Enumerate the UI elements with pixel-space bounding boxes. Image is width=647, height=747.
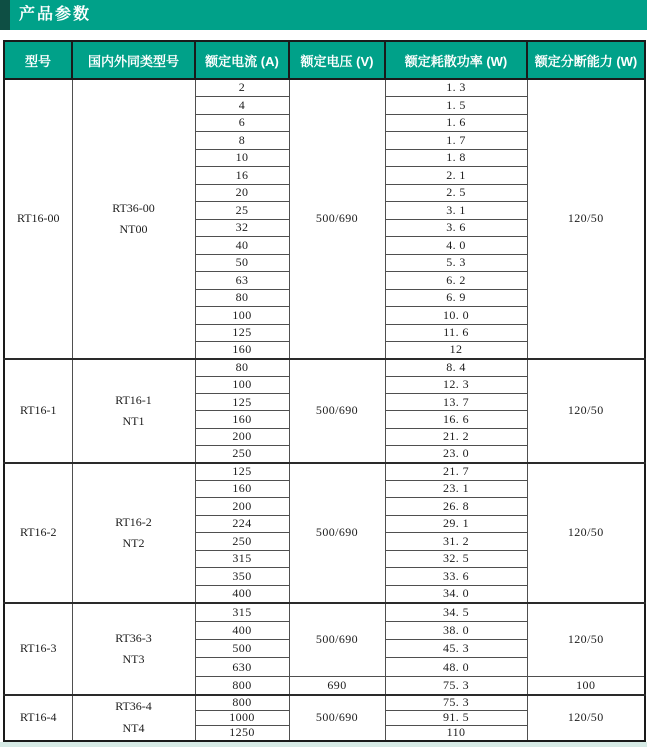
cell-power-dissipation: 8. 4 <box>385 359 527 376</box>
cell-equivalent <box>72 463 195 603</box>
equivalent-line: RT16-1 <box>115 392 152 407</box>
cell-rated-voltage: 500/690 <box>289 463 385 603</box>
cell-power-dissipation: 23. 0 <box>385 445 527 462</box>
cell-rated-voltage: 690 <box>289 676 385 694</box>
cell-breaking-capacity: 120/50 <box>527 463 645 603</box>
cell-rated-current: 1000 <box>195 710 289 725</box>
table-row <box>4 603 645 621</box>
cell-rated-current: 200 <box>195 428 289 445</box>
cell-rated-current: 16 <box>195 167 289 185</box>
cell-model: RT16-2 <box>4 463 72 603</box>
cell-power-dissipation: 33. 6 <box>385 568 527 586</box>
column-header: 国内外同类型号 <box>72 41 195 79</box>
cell-rated-current: 8 <box>195 132 289 150</box>
equivalent-line: NT2 <box>122 535 145 550</box>
column-header: 额定分断能力 (W) <box>527 41 645 79</box>
cell-rated-current: 500 <box>195 640 289 658</box>
cell-rated-current: 4 <box>195 97 289 115</box>
cell-power-dissipation: 2. 5 <box>385 184 527 202</box>
cell-power-dissipation: 6. 9 <box>385 289 527 307</box>
cell-rated-current: 32 <box>195 219 289 237</box>
cell-rated-current: 160 <box>195 411 289 428</box>
cell-rated-current: 100 <box>195 376 289 393</box>
cell-power-dissipation: 12. 3 <box>385 376 527 393</box>
cell-power-dissipation: 75. 3 <box>385 676 527 694</box>
column-header: 额定电压 (V) <box>289 41 385 79</box>
cell-power-dissipation: 1. 5 <box>385 97 527 115</box>
cell-rated-current: 200 <box>195 498 289 516</box>
cell-rated-current: 800 <box>195 695 289 710</box>
bottom-strip <box>0 742 647 747</box>
cell-model: RT16-1 <box>4 359 72 463</box>
cell-power-dissipation: 48. 0 <box>385 658 527 676</box>
cell-rated-current: 125 <box>195 463 289 481</box>
cell-rated-current: 350 <box>195 568 289 586</box>
cell-equivalent <box>72 603 195 695</box>
cell-power-dissipation: 34. 5 <box>385 603 527 621</box>
cell-power-dissipation: 34. 0 <box>385 585 527 603</box>
column-header: 额定电流 (A) <box>195 41 289 79</box>
equivalent-line: RT36-4 <box>115 699 152 714</box>
cell-rated-current: 250 <box>195 533 289 551</box>
cell-power-dissipation: 11. 6 <box>385 324 527 342</box>
equivalent-line: NT4 <box>122 720 145 735</box>
table-row <box>4 463 645 481</box>
cell-rated-current: 80 <box>195 359 289 376</box>
cell-rated-voltage: 500/690 <box>289 359 385 463</box>
cell-power-dissipation: 3. 6 <box>385 219 527 237</box>
cell-rated-current: 50 <box>195 254 289 272</box>
cell-rated-voltage: 500/690 <box>289 79 385 359</box>
cell-power-dissipation: 75. 3 <box>385 695 527 710</box>
cell-rated-current: 400 <box>195 621 289 639</box>
cell-model: RT16-3 <box>4 603 72 695</box>
cell-rated-current: 160 <box>195 480 289 498</box>
cell-rated-voltage: 500/690 <box>289 695 385 741</box>
cell-power-dissipation: 3. 1 <box>385 202 527 220</box>
cell-power-dissipation: 21. 2 <box>385 428 527 445</box>
cell-power-dissipation: 38. 0 <box>385 621 527 639</box>
cell-rated-current: 224 <box>195 515 289 533</box>
cell-power-dissipation: 1. 6 <box>385 114 527 132</box>
cell-equivalent <box>72 79 195 359</box>
cell-rated-current: 1250 <box>195 725 289 740</box>
cell-rated-current: 400 <box>195 585 289 603</box>
cell-breaking-capacity: 120/50 <box>527 359 645 463</box>
cell-power-dissipation: 26. 8 <box>385 498 527 516</box>
table-row <box>4 79 645 97</box>
cell-power-dissipation: 12 <box>385 342 527 360</box>
cell-power-dissipation: 29. 1 <box>385 515 527 533</box>
header-row <box>4 41 645 79</box>
cell-rated-current: 10 <box>195 149 289 167</box>
cell-rated-current: 25 <box>195 202 289 220</box>
cell-power-dissipation: 13. 7 <box>385 394 527 411</box>
title-accent-block <box>0 0 10 30</box>
cell-breaking-capacity: 120/50 <box>527 603 645 677</box>
cell-rated-current: 125 <box>195 394 289 411</box>
cell-rated-current: 80 <box>195 289 289 307</box>
cell-rated-voltage: 500/690 <box>289 603 385 677</box>
spacer <box>0 30 647 40</box>
equivalent-line: NT00 <box>119 222 148 236</box>
cell-breaking-capacity: 100 <box>527 676 645 694</box>
cell-power-dissipation: 1. 3 <box>385 79 527 97</box>
cell-power-dissipation: 5. 3 <box>385 254 527 272</box>
equivalent-line: RT16-2 <box>115 514 152 529</box>
table-row <box>4 359 645 376</box>
cell-power-dissipation: 21. 7 <box>385 463 527 481</box>
cell-rated-current: 20 <box>195 184 289 202</box>
cell-rated-current: 100 <box>195 307 289 325</box>
cell-rated-current: 40 <box>195 237 289 255</box>
cell-power-dissipation: 31. 2 <box>385 533 527 551</box>
page-title: 产品参数 <box>19 6 92 23</box>
cell-power-dissipation: 23. 1 <box>385 480 527 498</box>
cell-rated-current: 315 <box>195 603 289 621</box>
cell-model: RT16-4 <box>4 695 72 741</box>
cell-rated-current: 63 <box>195 272 289 290</box>
equivalent-line: RT36-00 <box>112 200 155 215</box>
equivalent-line: NT3 <box>122 651 145 666</box>
cell-breaking-capacity: 120/50 <box>527 695 645 741</box>
cell-power-dissipation: 2. 1 <box>385 167 527 185</box>
cell-power-dissipation: 91. 5 <box>385 710 527 725</box>
cell-power-dissipation: 10. 0 <box>385 307 527 325</box>
cell-rated-current: 6 <box>195 114 289 132</box>
cell-rated-current: 125 <box>195 324 289 342</box>
cell-rated-current: 630 <box>195 658 289 676</box>
column-header: 额定耗散功率 (W) <box>385 41 527 79</box>
cell-rated-current: 315 <box>195 550 289 568</box>
cell-rated-current: 2 <box>195 79 289 97</box>
cell-power-dissipation: 16. 6 <box>385 411 527 428</box>
cell-rated-current: 800 <box>195 676 289 694</box>
cell-power-dissipation: 110 <box>385 725 527 740</box>
section-title-bar <box>0 0 647 30</box>
cell-equivalent <box>72 359 195 463</box>
cell-power-dissipation: 32. 5 <box>385 550 527 568</box>
cell-rated-current: 160 <box>195 342 289 360</box>
cell-rated-current: 250 <box>195 445 289 462</box>
cell-model: RT16-00 <box>4 79 72 359</box>
cell-power-dissipation: 45. 3 <box>385 640 527 658</box>
equivalent-line: NT1 <box>122 413 145 428</box>
cell-power-dissipation: 6. 2 <box>385 272 527 290</box>
column-header: 型号 <box>4 41 72 79</box>
cell-power-dissipation: 1. 7 <box>385 132 527 150</box>
cell-breaking-capacity: 120/50 <box>527 79 645 359</box>
cell-power-dissipation: 4. 0 <box>385 237 527 255</box>
cell-power-dissipation: 1. 8 <box>385 149 527 167</box>
equivalent-line: RT36-3 <box>115 630 152 645</box>
product-parameters-table <box>3 40 646 742</box>
table-row <box>4 695 645 710</box>
cell-equivalent <box>72 695 195 741</box>
